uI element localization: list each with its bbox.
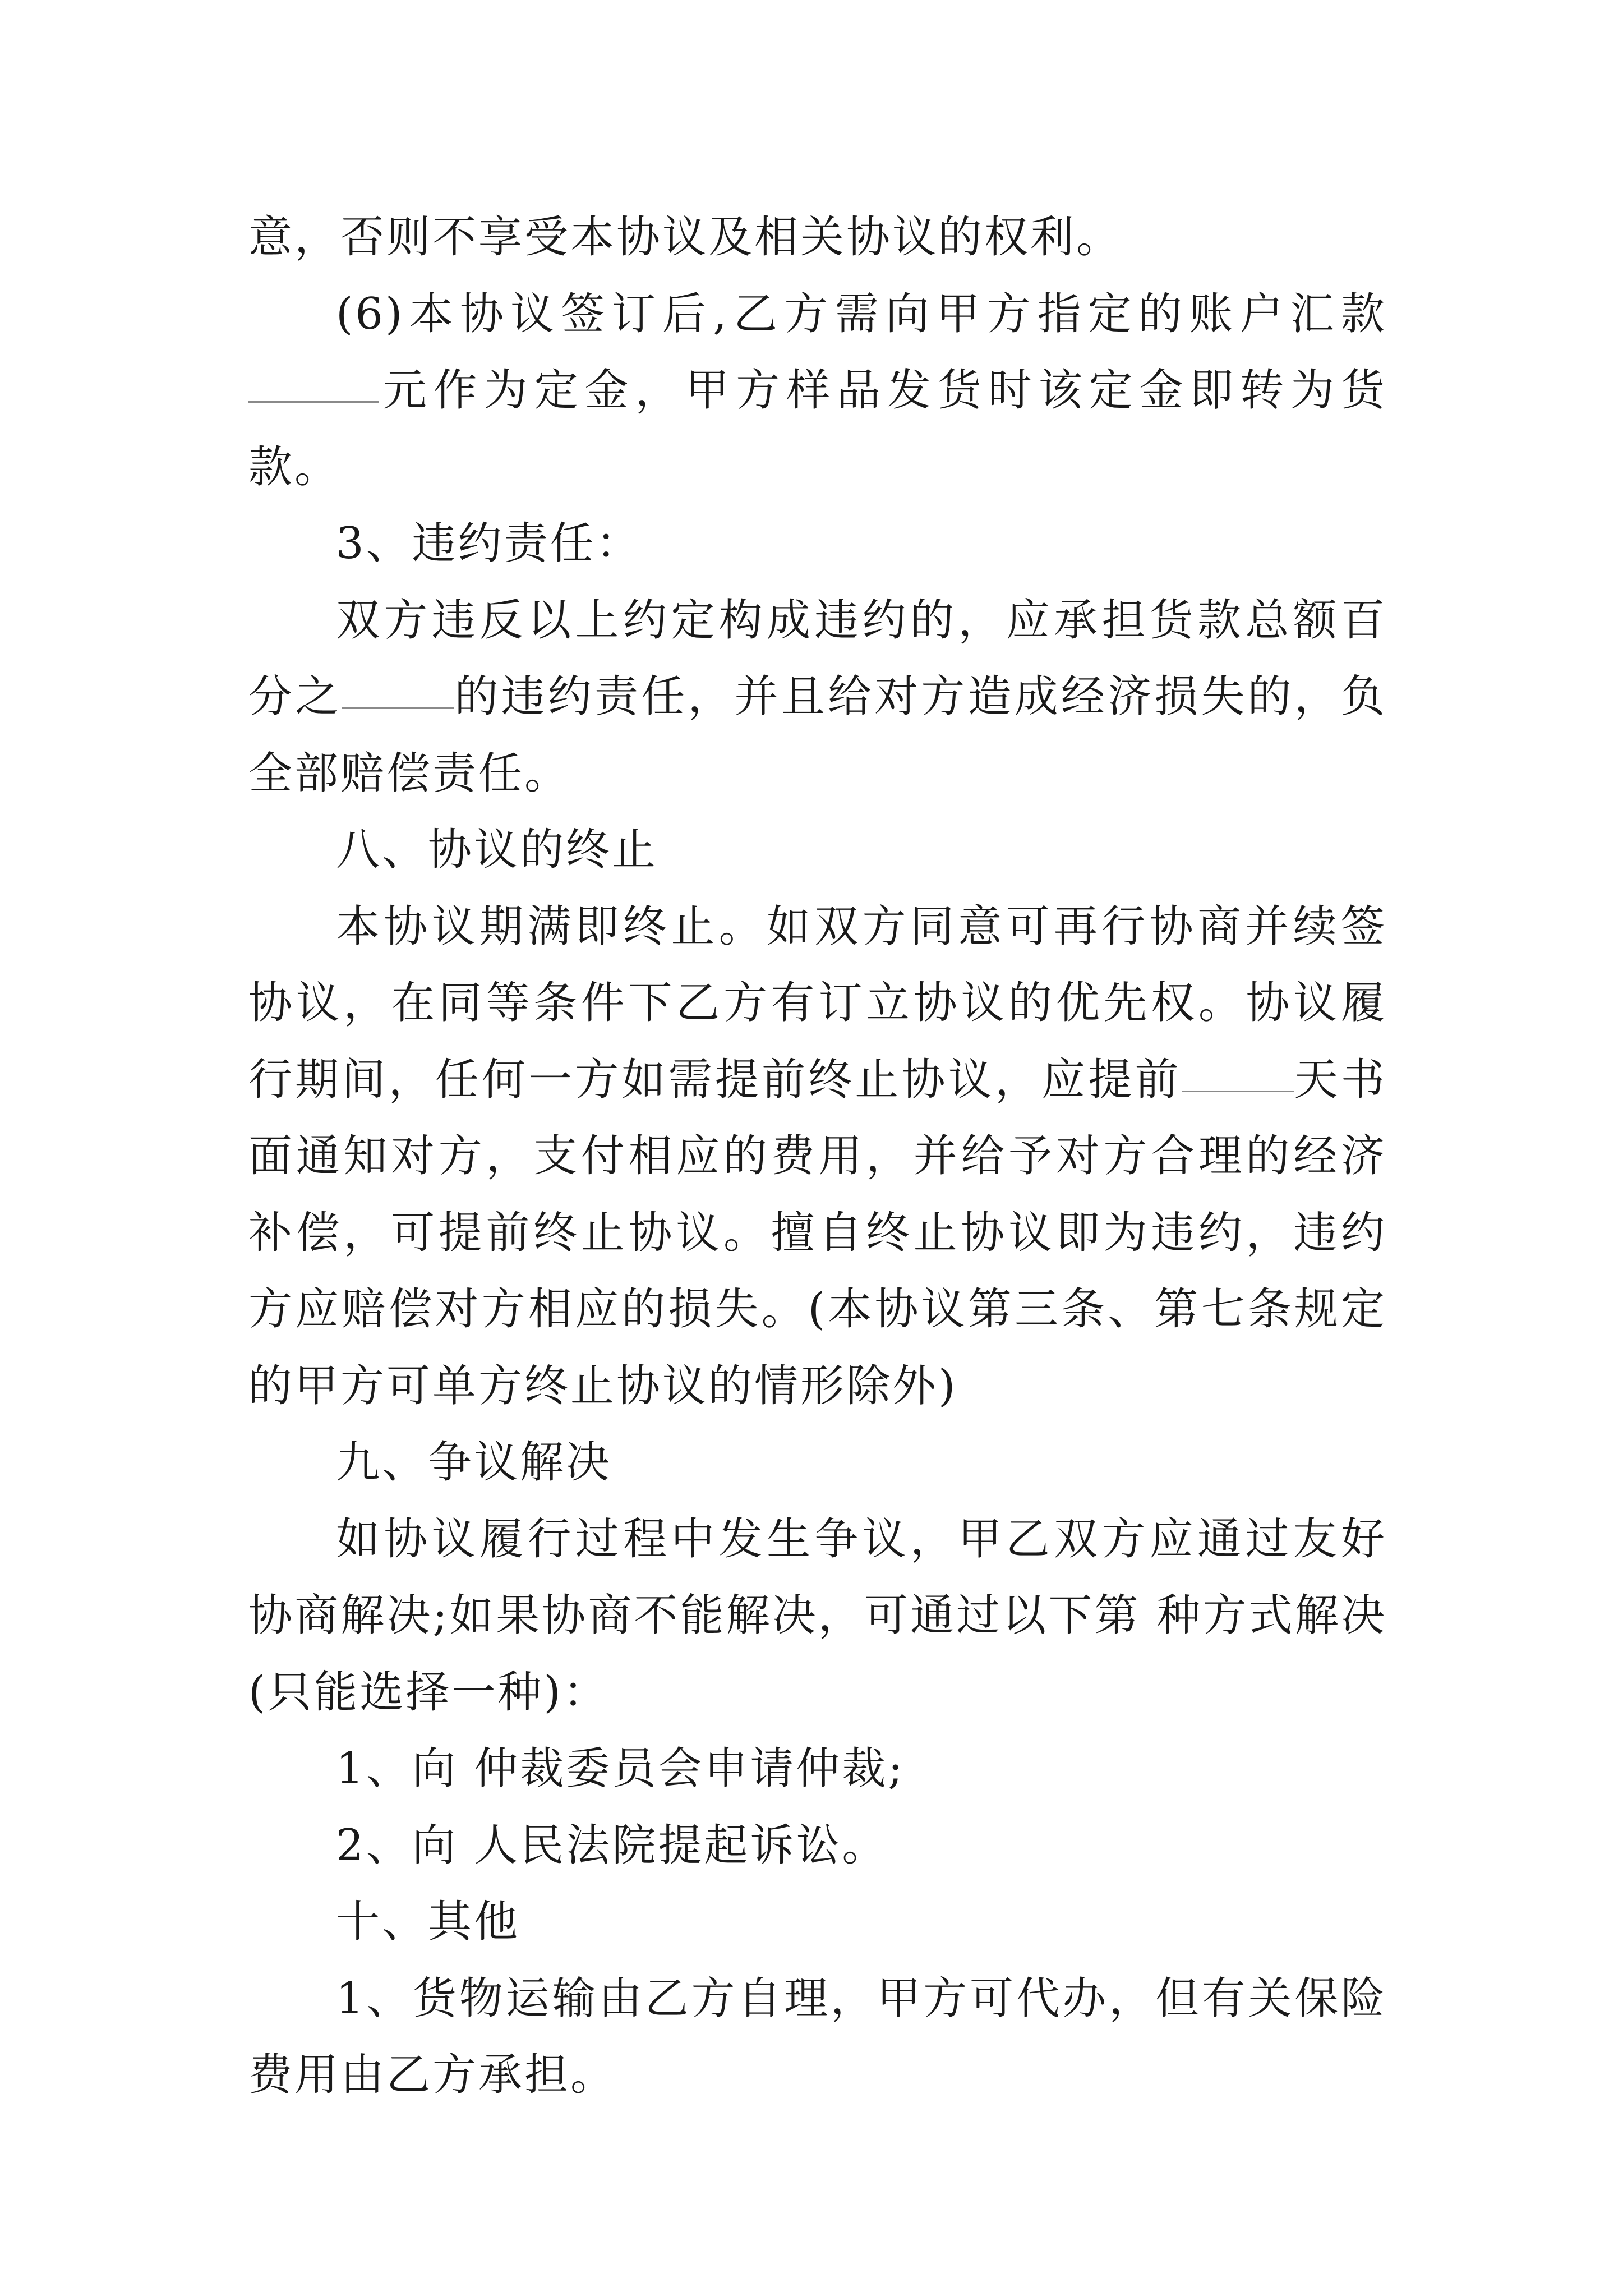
paragraph-deposit (248, 276, 1387, 506)
paragraph-termination (248, 889, 1387, 1425)
paragraph-text: (6)本协议签订后,乙方需向甲方指定的账户汇款 (336, 288, 1387, 339)
paragraph-text: 双方违反以上约定构成违约的，应承担货款总额百分之 (248, 595, 1387, 722)
paragraph-dispute (248, 1501, 1387, 1731)
paragraph-transport (248, 1961, 1387, 2114)
section-heading-other (248, 1884, 1387, 1961)
paragraph-text: 意，否则不享受本协议及相关协议的权利。 (248, 212, 1123, 263)
list-item-litigation (248, 1807, 1387, 1884)
list-item-text: 1、向 仲裁委员会申请仲裁; (336, 1743, 905, 1794)
fill-blank (1182, 1090, 1294, 1092)
heading-breach-liability (248, 505, 1387, 582)
list-item-text: 2、向 人民法院提起诉讼。 (336, 1820, 888, 1871)
paragraph-text: 天书面通知对方，支付相应的费用，并给予对方合理的经济补偿，可提前终止协议。擅自终止协议即为违约，违约方应赔偿对方相应的损失。(本协议第三条、第七条规定的甲方可单方终止协议的情形除外) (248, 1054, 1387, 1411)
fill-blank (342, 707, 454, 709)
heading-text: 八、协议的终止 (336, 825, 658, 875)
heading-text: 十、其他 (336, 1897, 520, 1947)
section-heading-dispute (248, 1424, 1387, 1501)
paragraph-text: 1、货物运输由乙方自理，甲方可代办，但有关保险费用由乙方承担。 (248, 1973, 1387, 2100)
paragraph-breach (248, 582, 1387, 812)
paragraph-text: 元作为定金，甲方样品发货时该定金即转为货款。 (248, 365, 1387, 493)
paragraph-text: 的违约责任，并且给对方造成经济损失的，负全部赔偿责任。 (248, 671, 1387, 799)
fill-blank (248, 401, 379, 403)
heading-text: 九、争议解决 (336, 1437, 612, 1488)
heading-text: 3、违约责任： (336, 518, 642, 569)
section-heading-termination (248, 812, 1387, 889)
paragraph-text: 本协议期满即终止。如双方同意可再行协商并续签协议，在同等条件下乙方有订立协议的优先权。协议履行期间，任何一方如需提前终止协议，应提前 (248, 901, 1387, 1105)
paragraph-continuation (248, 199, 1387, 276)
document-body (248, 199, 1387, 2114)
list-item-arbitration (248, 1731, 1387, 1807)
paragraph-text: 如协议履行过程中发生争议，甲乙双方应通过友好协商解决;如果协商不能解决，可通过以下第 种方式解决(只能选择一种)： (248, 1513, 1387, 1718)
